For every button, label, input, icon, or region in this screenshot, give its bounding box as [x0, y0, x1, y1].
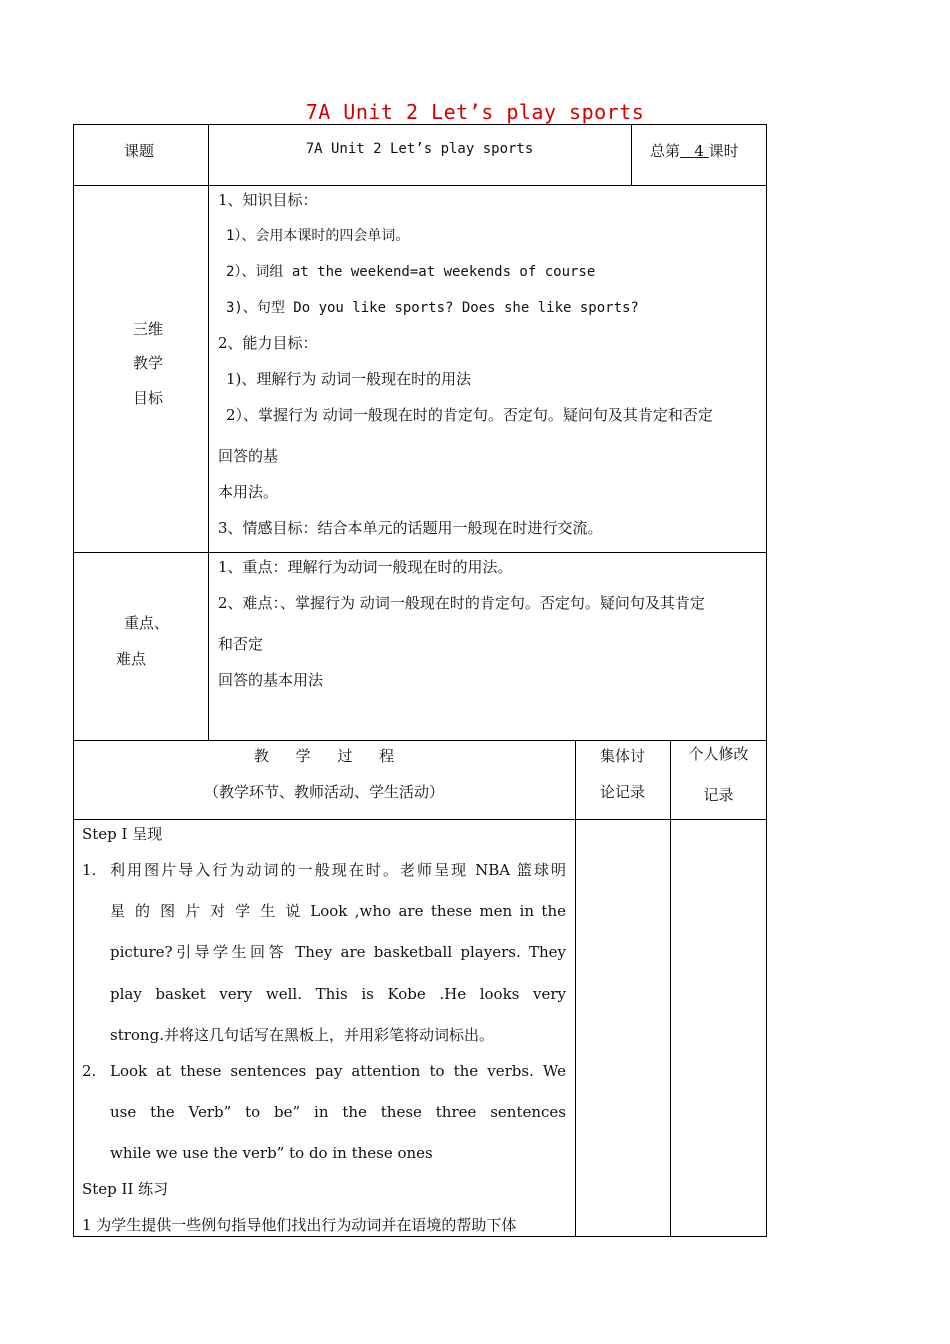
objective-line: 2）、掌握行为 动词一般现在时的肯定句。否定句。疑问句及其肯定和否定: [226, 406, 713, 424]
key-point-line: 回答的基本用法: [218, 671, 324, 689]
item-1-line: play basket very well. This is Kobe .He looks very: [110, 985, 566, 1003]
discussion-header-2: 论记录: [599, 783, 645, 801]
table-divider: [631, 124, 632, 186]
objectives-label-1: 三维: [133, 320, 164, 338]
topic-label: 课题: [124, 142, 155, 160]
item-2-line: while we use the verb” to do in these ones: [110, 1144, 433, 1162]
revision-header-2: 记录: [703, 786, 734, 804]
lesson-info-table: [73, 124, 767, 741]
key-points-label-2: 难点: [116, 650, 147, 668]
key-point-line: 2、难点：、掌握行为 动词一般现在时的肯定句。否定句。疑问句及其肯定: [218, 594, 705, 612]
objective-line: 1)、理解行为 动词一般现在时的用法: [226, 370, 472, 388]
step-2-heading: Step II 练习: [82, 1180, 169, 1198]
objectives-label-3: 目标: [133, 389, 164, 407]
lesson-number: 4: [694, 142, 704, 160]
objective-line: 本用法。: [218, 483, 279, 501]
objective-line: 1）、会用本课时的四会单词。: [226, 228, 410, 244]
item-1-number: 1.: [82, 861, 97, 879]
discussion-header-1: 集体讨: [599, 747, 645, 765]
objectives-label-2: 教学: [133, 354, 164, 372]
item-1-line: picture?引导学生回答 They are basketball players. They: [110, 943, 566, 961]
key-point-line: 和否定: [218, 635, 264, 653]
lesson-prefix: 总第: [650, 142, 681, 160]
table-divider: [73, 185, 767, 186]
item-1-line: strong.并将这几句话写在黑板上，并用彩笔将动词标出。: [110, 1026, 494, 1044]
table-divider: [73, 819, 767, 820]
objective-line: 3)、句型 Do you like sports? Does she like sports?: [226, 300, 639, 316]
objective-line: 1、知识目标：: [218, 191, 318, 209]
lesson-count: [650, 142, 739, 160]
objective-line: 回答的基: [218, 447, 279, 465]
objective-line: 2、能力目标：: [218, 334, 318, 352]
table-divider: [208, 124, 209, 741]
item-1-line: 星 的 图 片 对 学 生 说 Look ,who are these men in the: [110, 902, 566, 920]
revision-header-1: 个人修改: [688, 745, 749, 763]
table-divider: [575, 740, 576, 1237]
key-points-label-1: 重点、: [124, 614, 170, 632]
table-divider: [670, 740, 671, 1237]
lesson-suffix: 课时: [708, 142, 739, 160]
objective-line: 2）、词组 at the weekend=at weekends of course: [226, 264, 596, 280]
item-2-line: use the Verb” to be” in the these three sentences: [110, 1103, 566, 1121]
page-title: 7A Unit 2 Let’s play sports: [305, 100, 645, 124]
item-2-line: Look at these sentences pay attention to the verbs. We: [110, 1062, 566, 1080]
process-title: 教 学 过 程: [253, 747, 395, 765]
key-point-line: 1、重点：理解行为动词一般现在时的用法。: [218, 558, 513, 576]
item-1-line: 利用图片导入行为动词的一般现在时。老师呈现 NBA 篮球明: [110, 861, 566, 879]
process-subtitle: （教学环节、教师活动、学生活动）: [203, 783, 444, 801]
topic-value: 7A Unit 2 Let’s play sports: [305, 141, 534, 157]
step-2-line: 1 为学生提供一些例句指导他们找出行为动词并在语境的帮助下体: [82, 1216, 517, 1234]
table-divider: [73, 552, 767, 553]
step-1-heading: Step I 呈现: [82, 825, 163, 843]
item-2-number: 2.: [82, 1062, 97, 1080]
objective-line: 3、情感目标：结合本单元的话题用一般现在时进行交流。: [218, 519, 603, 537]
